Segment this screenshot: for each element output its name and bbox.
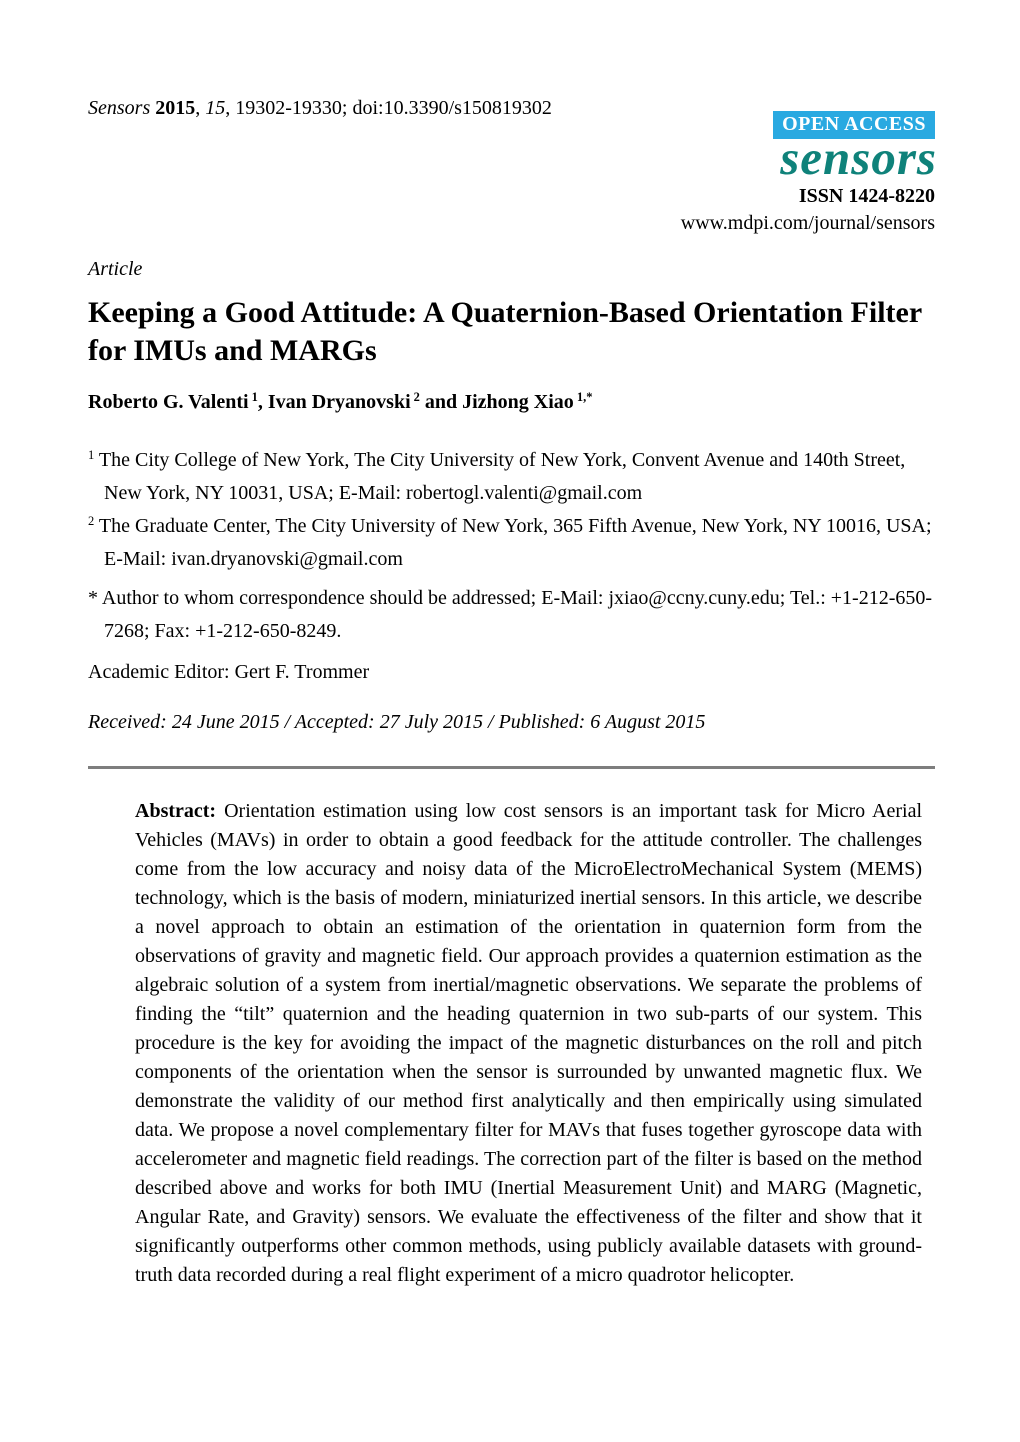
author-3: Jizhong Xiao [462,391,574,413]
page-title: Keeping a Good Attitude: A Quaternion-Based Orientation Filter for IMUs and MARGs [88,296,922,367]
authors-sep-2: and [419,391,463,413]
journal-name: Sensors [88,97,151,119]
article-type-label: Article [88,258,143,280]
affiliation-item-2 [88,510,935,576]
open-access-badge: OPEN ACCESS [773,111,935,139]
affiliation-2-marker: 2 [88,514,95,528]
author-2: Ivan Dryanovski [267,391,411,413]
authors-sep-1: , [257,391,268,413]
affiliation-2-text: The Graduate Center, The City University of New York, 365 Fifth Avenue, New York, NY 10016, USA; E-Mail: ivan.dryanovski@gmail.com [94,515,932,570]
authors-line [88,391,592,414]
journal-url[interactable]: www.mdpi.com/journal/sensors [680,212,935,234]
citation-year: 2015 [155,97,196,119]
citation-volume: 15 [205,97,226,119]
author-3-affiliation-marker: 1,* [576,390,593,404]
journal-logo: sensors [780,130,937,185]
affiliation-1-text: The City College of New York, The City University of New York, Convent Avenue and 140th Street, New York, NY 10031, USA; E-Mail: robertogl.valenti@gmail.com [94,449,906,504]
affiliation-1-marker: 1 [88,448,95,462]
citation-sep: , [195,97,206,119]
correspondence-note [88,582,951,648]
academic-editor-line: Academic Editor: Gert F. Trommer [88,661,370,683]
section-divider [88,766,935,769]
abstract-label: Abstract: [135,800,217,822]
abstract-block [135,797,922,1290]
author-2-affiliation-marker: 2 [413,390,420,404]
correspondence-text: Author to whom correspondence should be addressed; E-Mail: jxiao@ccny.cuny.edu; Tel.: +1-212-650-7268; Fax: +1-212-650-8249. [98,587,933,642]
author-1: Roberto G. Valenti [88,391,249,413]
affiliation-item-1 [88,444,935,510]
correspondence-marker: * [88,587,98,609]
issn-line: ISSN 1424-8220 [798,185,935,207]
journal-citation-line [88,97,552,120]
affiliations-block [88,444,935,576]
dates-line: Received: 24 June 2015 / Accepted: 27 July 2015 / Published: 6 August 2015 [88,711,706,733]
abstract-text: Orientation estimation using low cost sensors is an important task for Micro Aerial Vehicles (MAVs) in order to obtain a good feedback for the attitude controller. The challenges come from the low accuracy and noisy data of the MicroElectroMechanical System (MEMS) technology, which is the basis of modern, miniaturized inertial sensors. In this article, we describe a novel approach to obtain an estimation of the orientation in quaternion form from the observations of gravity and magnetic field. Our approach provides a quaternion estimation as the algebraic solution of a system from inertial/magnetic observations. We separate the problems of finding the “tilt” quaternion and the heading quaternion in two sub-parts of our system. This procedure is the key for avoiding the impact of the magnetic disturbances on the roll and pitch components of the orientation when the sensor is surrounded by unwanted magnetic flux. We demonstrate the validity of our method first analytically and then empirically using simulated data. We propose a novel complementary filter for MAVs that fuses together gyroscope data with accelerometer and magnetic field readings. The correction part of the filter is based on the method described above and works for both IMU (Inertial Measurement Unit) and MARG (Magnetic, Angular Rate, and Gravity) sensors. We evaluate the effectiveness of the filter and show that it significantly outperforms other common methods, using publicly available datasets with ground-truth data recorded during a real flight experiment of a micro quadrotor helicopter. [135,800,922,1286]
author-1-affiliation-marker: 1 [251,390,258,404]
citation-pages-doi: , 19302-19330; doi:10.3390/s150819302 [225,97,552,119]
